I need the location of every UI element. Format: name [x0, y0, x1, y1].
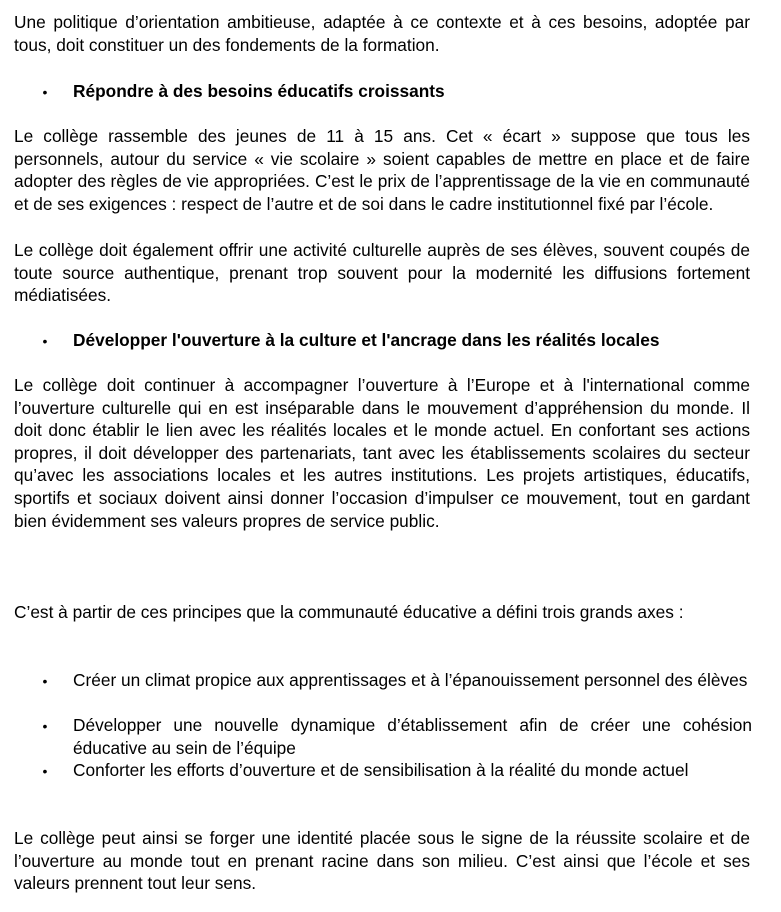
bullet-icon: •	[42, 84, 48, 100]
section2-paragraph: Le collège doit continuer à accompagner l’ouverture à l’Europe et à l'international comme l’ouverture culturelle qui en est inséparable dans le mouvement d’appréhension du monde. Il doit donc établir le lien avec les réalités locales et le monde actuel. En confortant ses actions propres, il doit développer des partenariats, tant avec les établissements scolaires du secteur qu’avec les associations locales et les autres institutions. Les projets artistiques, éducatifs, sportifs et sociaux doivent ainsi donner l’occasion d’impulser ce mouvement, tout en gardant bien évidemment ses valeurs propres de service public.	[14, 375, 750, 531]
section2-heading: Développer l'ouverture à la culture et l'ancrage dans les réalités locales	[73, 330, 660, 350]
section1-paragraph-1: Le collège rassemble des jeunes de 11 à 15 ans. Cet « écart » suppose que tous les personnels, autour du service « vie scolaire » soient capables de mettre en place et de faire adopter des règles de vie appropriées. C’est le prix de l’apprentissage de la vie en communauté et de ses exigences : respect de l’autre et de soi dans le cadre institutionnel fixé par l’école.	[14, 126, 750, 214]
axis-item-1: Créer un climat propice aux apprentissages et à l’épanouissement personnel des élèves	[73, 670, 748, 690]
conclusion-paragraph: Le collège peut ainsi se forger une identité placée sous le signe de la réussite scolaire et de l’ouverture au monde tout en prenant racine dans son milieu. C’est ainsi que l’école et ses valeurs prennent tout leur sens.	[14, 828, 750, 894]
axis-item-2: Développer une nouvelle dynamique d’établissement afin de créer une cohésion éducative au sein de l’équipe	[73, 715, 752, 758]
intro-paragraph: Une politique d’orientation ambitieuse, adaptée à ce contexte et à ces besoins, adoptée par tous, doit constituer un des fondements de la formation.	[14, 12, 750, 55]
axis-item-3: Conforter les efforts d’ouverture et de sensibilisation à la réalité du monde actuel	[73, 760, 689, 780]
section1-paragraph-2: Le collège doit également offrir une activité culturelle auprès de ses élèves, souvent coupés de toute source authentique, prenant trop souvent pour la modernité les diffusions fortement médiatisées.	[14, 240, 750, 306]
bullet-icon: •	[42, 673, 48, 689]
principles-paragraph: C’est à partir de ces principes que la communauté éducative a défini trois grands axes :	[14, 602, 684, 622]
bullet-icon: •	[42, 718, 48, 734]
bullet-icon: •	[42, 763, 48, 779]
bullet-icon: •	[42, 333, 48, 349]
section1-heading: Répondre à des besoins éducatifs croissants	[73, 81, 445, 101]
